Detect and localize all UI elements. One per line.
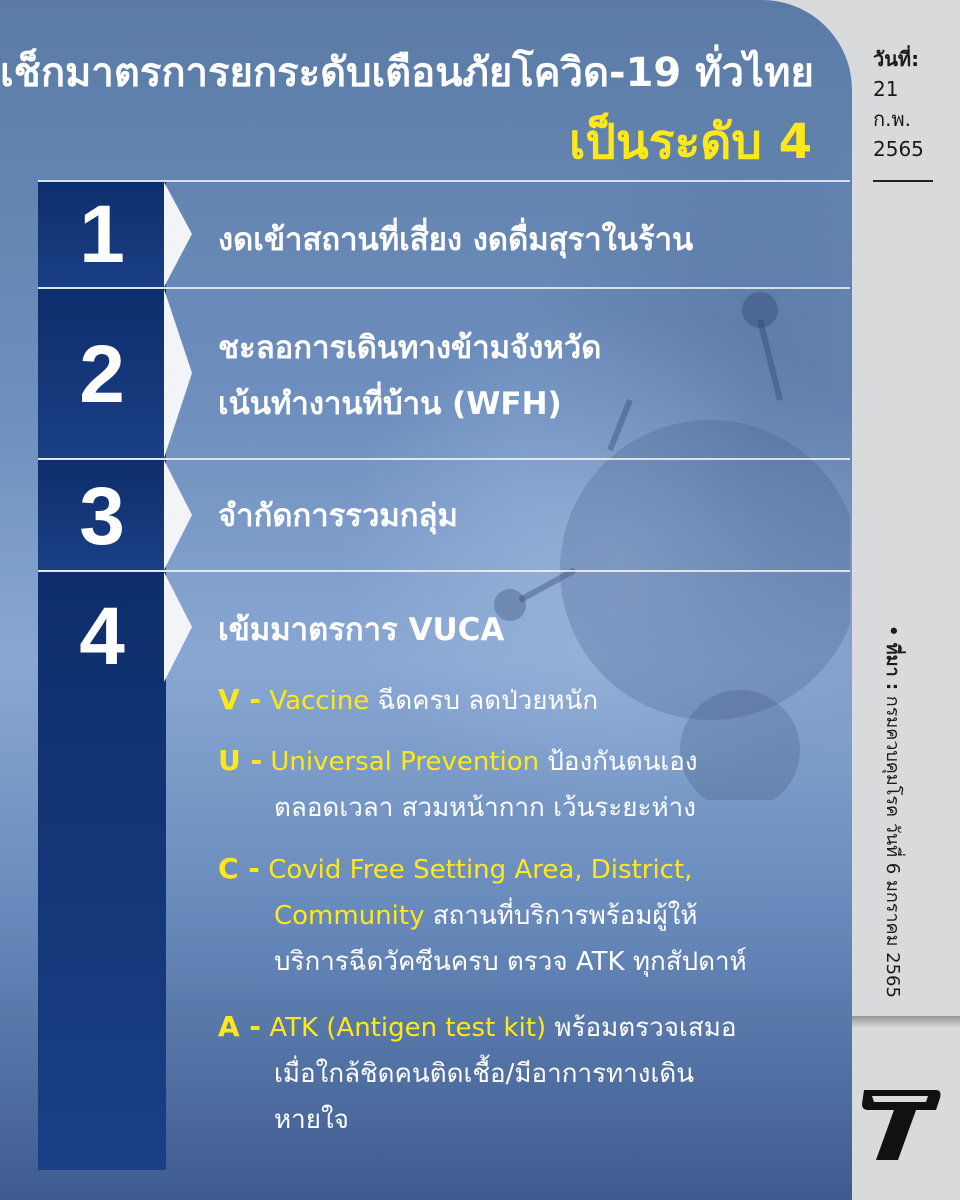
vuca-item-c: C - Covid Free Setting Area, District, Community สถานที่บริการพร้อมผู้ให้ บริการฉีดวัคซีนครบ ตรวจ ATK ทุกสัปดาห์ <box>218 852 747 977</box>
date-label: วันที่: <box>873 47 920 71</box>
item-number: 1 <box>79 189 125 280</box>
date-block <box>873 44 924 164</box>
date-divider <box>873 180 933 182</box>
vuca-item-v: V - Vaccine ฉีดครบ ลดป่วยหนัก <box>218 683 599 716</box>
chevron-right-icon <box>164 182 194 287</box>
item-3-text: จำกัดการรวมกลุ่ม <box>218 498 458 534</box>
thairath-t-logo <box>858 1080 948 1170</box>
item-number: 4 <box>79 591 125 682</box>
headline-level: เป็นระดับ 4 <box>569 114 812 170</box>
item-2-text: ชะลอการเดินทางข้ามจังหวัด เน้นทำงานที่บ้าน (WFH) <box>218 330 602 422</box>
item-1-text: งดเข้าสถานที่เสี่ยง งดดื่มสุราในร้าน <box>218 222 694 258</box>
item-4-text: เข้มมาตรการ VUCA <box>218 612 505 648</box>
headline: เช็กมาตรการยกระดับเตือนภัยโควิด-19 ทั่วไทย <box>0 50 814 96</box>
chevron-right-icon <box>164 289 194 458</box>
vuca-item-a: A - ATK (Antigen test kit) พร้อมตรวจเสมอ เมื่อใกล้ชิดคนติดเชื้อ/มีอาการทางเดิน หายใจ <box>218 1010 737 1135</box>
date-day: 21 <box>873 77 899 101</box>
date-month: ก.พ. <box>873 107 912 131</box>
source-note: • ที่มา : กรมควบคุมโรค วันที่ 6 มกราคม 2565 <box>882 625 903 998</box>
item-number: 3 <box>79 471 125 562</box>
chevron-right-icon <box>164 460 194 570</box>
date-year: 2565 <box>873 137 924 161</box>
item-number: 2 <box>79 329 125 420</box>
chevron-right-icon <box>164 572 194 682</box>
shadow-divider <box>852 1016 960 1028</box>
vuca-item-u: U - Universal Prevention ป้องกันตนเอง ตลอดเวลา สวมหน้ากาก เว้นระยะห่าง <box>218 744 698 823</box>
